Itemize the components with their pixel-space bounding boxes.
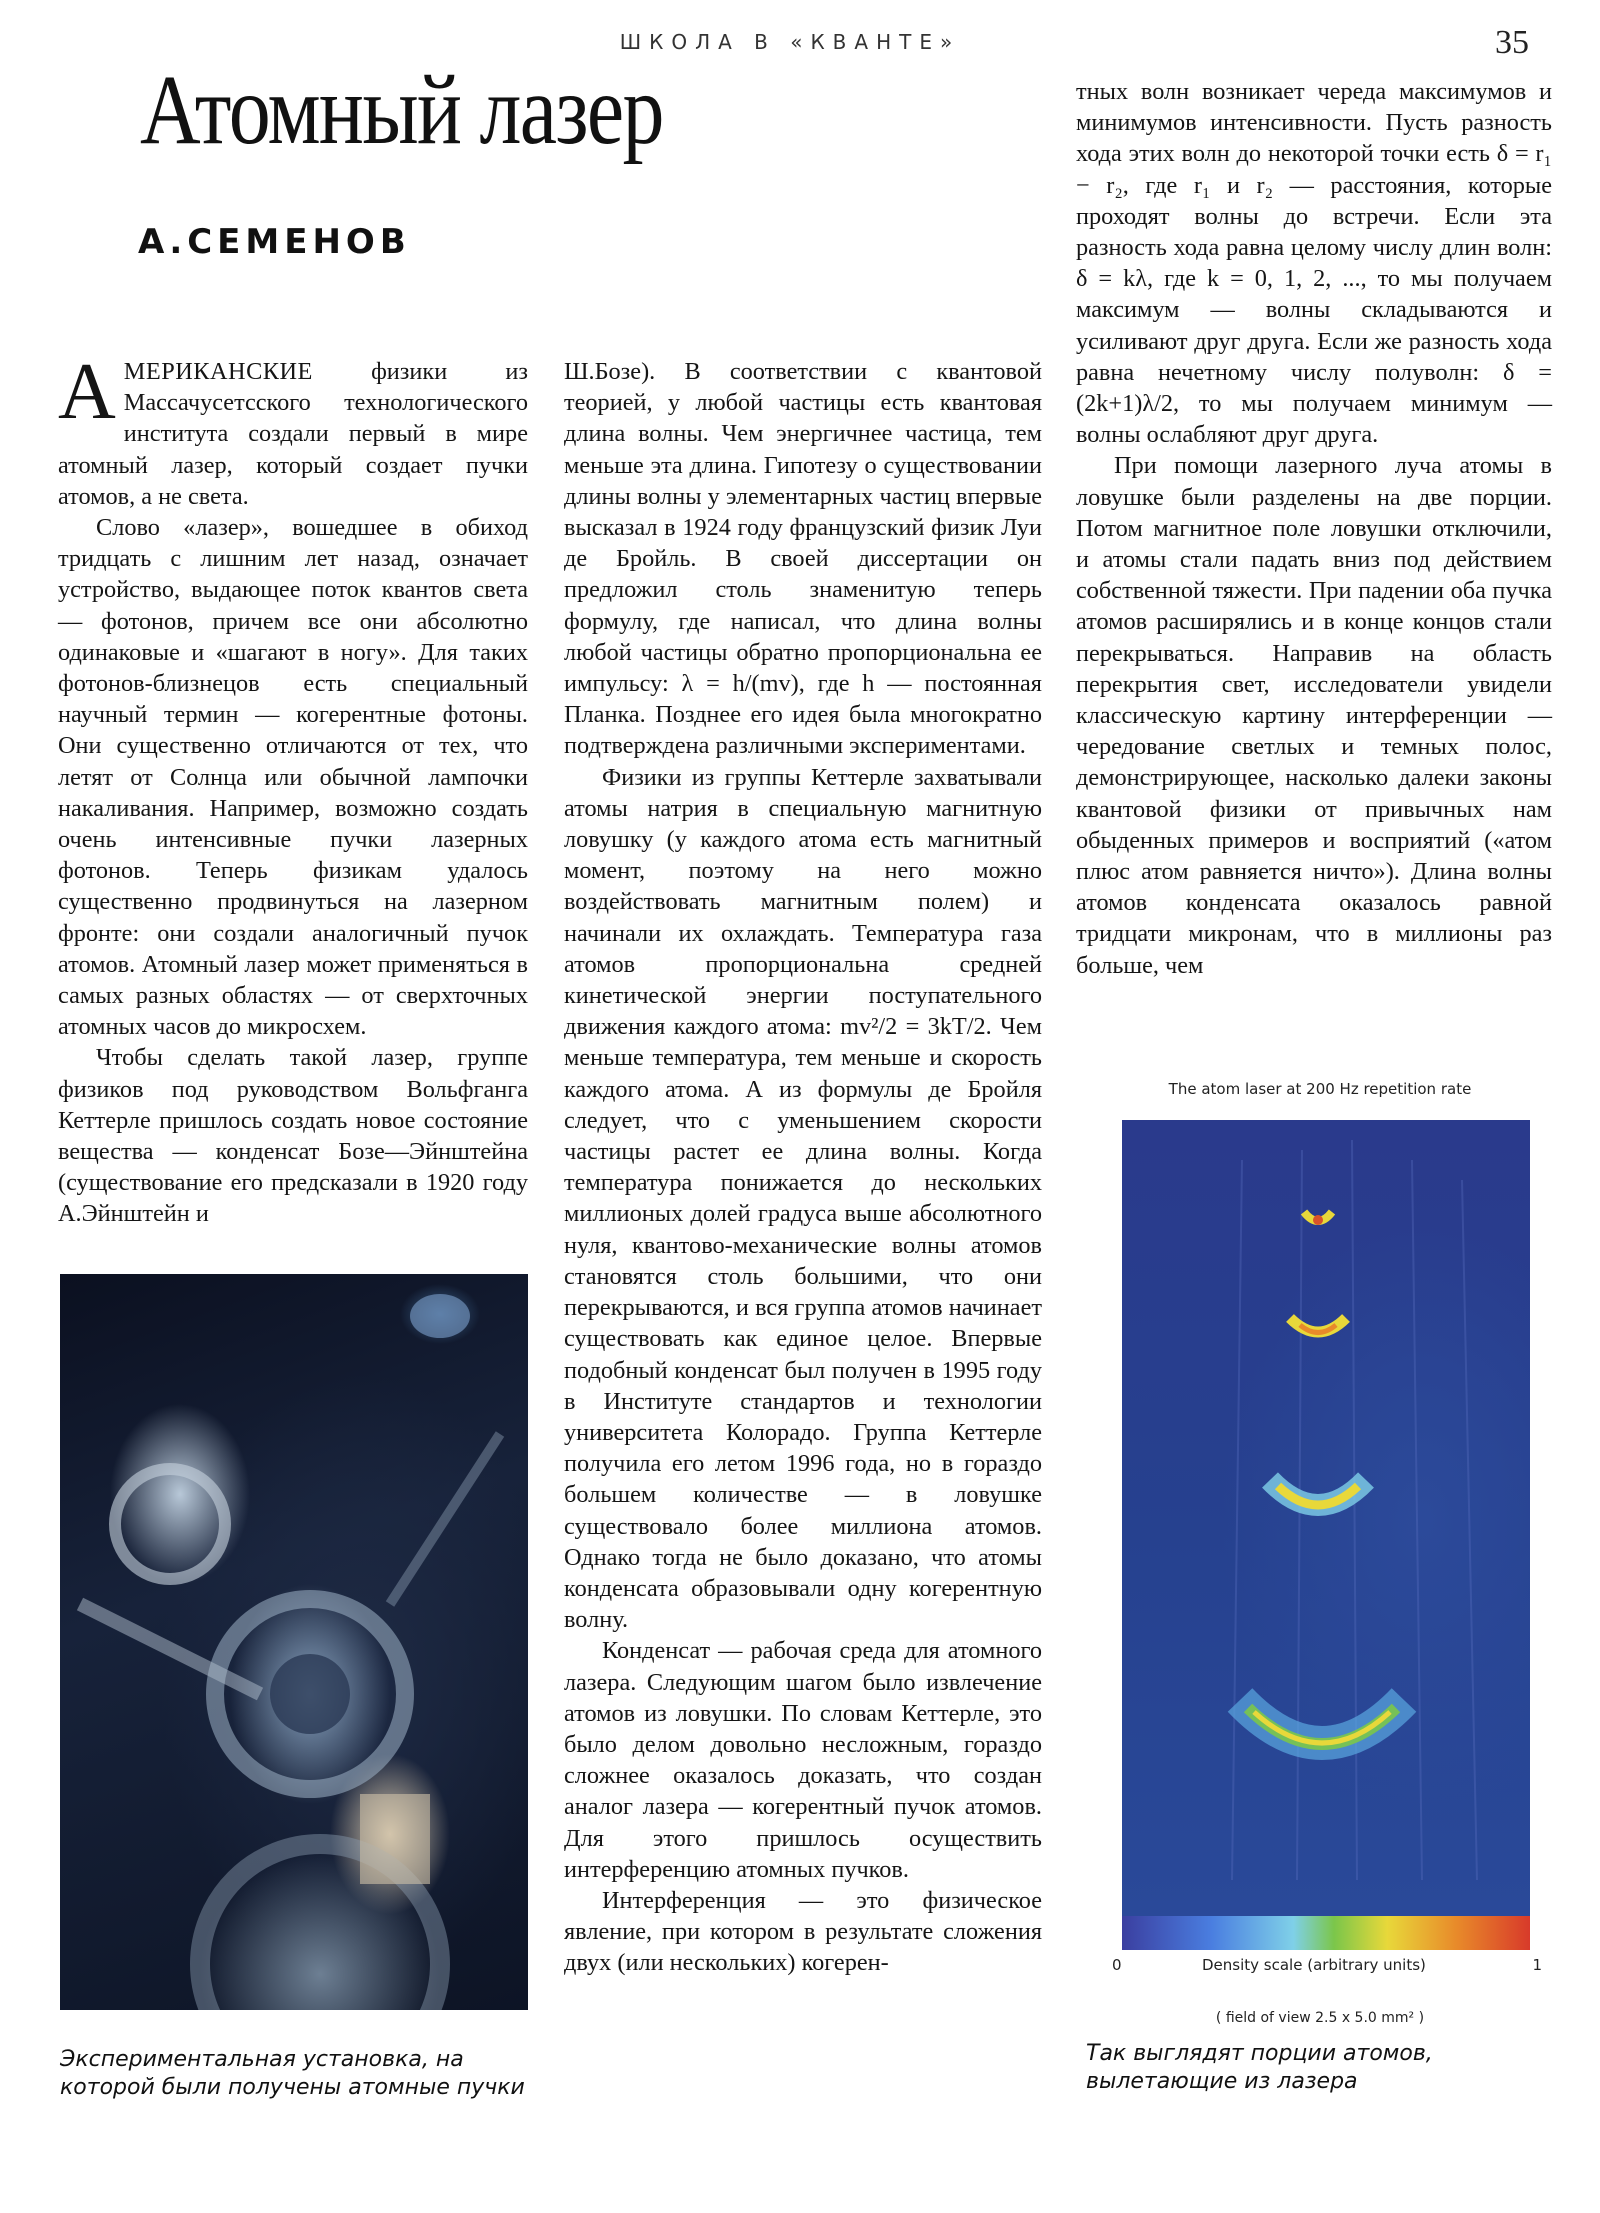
page-number: 35 (1495, 24, 1529, 61)
paragraph-3: Чтобы сделать такой лазер, группе физиков под руководством Вольфганга Кеттерле пришлось создать новое состояние вещества — конденсат Бозе—Эйнштейна (существование его предсказали в 1920 году А.Эйнштейн и (58, 1044, 528, 1228)
atom-pulse-1-core (1313, 1215, 1323, 1225)
photo-experimental-setup (60, 1274, 528, 2010)
density-scale-labels (1112, 1956, 1542, 1976)
atom-laser-image (1122, 1120, 1530, 1950)
atom-pulses-svg (1122, 1120, 1530, 1916)
field-of-view-note: ( field of view 2.5 x 5.0 mm² ) (1215, 2010, 1425, 2026)
middle-column (564, 356, 1042, 1979)
right-column (1076, 76, 1552, 981)
paragraph-2: Физики из группы Кеттерле захватывали атомы натрия в специальную магнитную ловушку (у каждого атома есть магнитный момент, поэтому на него можно воздействовать магнитным полем) и начинали их охлаждать. Температура газа атомов пропорциональна средней кинетической энергии поступательного движения каждого атома: mv²/2 = 3kT/2. Чем меньше температура, тем меньше и скорость каждого атома. А из формулы де Бройля следует, что с уменьшением скорости частицы растет ее длина волны. Когда температура понижается до нескольких миллионых долей градуса выше абсолютного нуля, квантово-механические волны атомов становятся столь большими, что они перекрываются, и вся группа атомов начинает существовать как единое целое. Впервые подобный конденсат был получен в 1995 году в Институте стандартов и технологии университета Колорадо. Группа Кеттерле получила его летом 1996 года, но в гораздо большем количестве — в ловушке существовало более миллиона атомов. Однако тогда не было доказано, что атомы конденсата образовывали одну когерентную волну. (564, 763, 1042, 1634)
reflection (410, 1294, 470, 1338)
scale-min-label: 0 (1112, 1956, 1122, 1974)
section-header: ШКОЛА В «КВАНТЕ» (619, 30, 961, 54)
scale-title: Density scale (arbitrary units) (1202, 1956, 1426, 1974)
paragraph-2: Слово «лазер», вошедшее в обиход тридцать с лишним лет назад, означает устройство, выдающее поток квантов света — фотонов, причем все они абсолютно одинаковые и «шагают в ногу». Для таких фотонов-близнецов есть специальный научный термин — когерентные фотоны. Они существенно отличаются от тех, что летят от Солнца или обычной лампочки накаливания. Например, возможно создать очень интенсивные пучки лазерных фотонов. Теперь физикам удалось существенно продвинуться на лазерном фронте: они создали аналогичный пучок атомов. Атомный лазер может применяться в самых разных областях — от сверхточных атомных часов до микросхем. (58, 514, 528, 1041)
figure-title: The atom laser at 200 Hz repetition rate (1168, 1080, 1472, 1098)
paragraph-4: Интерференция — это физическое явление, при котором в результате сложения двух (или нескольких) когерен- (564, 1886, 1042, 1977)
paragraph-2: При помощи лазерного луча атомы в ловушке были разделены на две порции. Потом магнитное поле ловушки отключили, и атомы стали падать вниз под действием собственной тяжести. При падении оба пучка атомов расширялись и в конце концов стали перекрываться. Направив на область перекрытия свет, исследователи увидели классическую картину интерференции — чередование светлых и темных полос, демонстрирующее, насколько далеки законы квантовой физики от привычных нам обыденных примеров и восприятий («атом плюс атом равняется ничто»). Длина волны атомов конденсата оказалось равной тридцати микронам, что в миллионы раз больше, чем (1076, 452, 1552, 979)
lead-caps: МЕРИКАНСКИЕ (123, 358, 313, 385)
optics-mount (360, 1794, 430, 1884)
flange-ring (115, 1469, 225, 1579)
caption-right: Так выглядят порции атомов, вылетающие из лазера (1086, 2041, 1433, 2094)
left-column (58, 348, 528, 1230)
article-title: Атомный лазер (140, 54, 663, 165)
falling-streaks (1232, 1140, 1477, 1880)
article-author: А.СЕМЕНОВ (138, 222, 411, 262)
paragraph-1: Ш.Бозе). В соответствии с квантовой теорией, у любой частицы есть квантовая длина волны. Чем энергичнее частица, тем меньше эта длина. Гипотезу о существовании длины волны у элементарных частиц впервые высказал в 1924 году французский физик Луи де Бройль. В своей диссертации он предложил столь знаменитую теперь формулу, где написал, что длина волны любой частицы обратно пропорциональна ее импульсу: λ = h/(mv), где h — постоянная Планка. Позднее его идея была многократно подтверждена различными экспериментами. (564, 358, 1042, 760)
caption-left: Экспериментальная установка, на которой были получены атомные пучки (60, 2047, 525, 2100)
viewport-window (270, 1654, 350, 1734)
paragraph-1 (58, 348, 528, 512)
beam-tube (390, 1434, 500, 1604)
drop-cap: А (58, 348, 116, 436)
setup-photo-svg (60, 1274, 528, 2010)
paragraph-1-text: физики из Массачусетсского технологического института создали первый в мире атомный лазер, который создает пучки атомов, а не света. (58, 358, 528, 510)
scale-max-label: 1 (1532, 1956, 1542, 1974)
paragraph-1: тных волн возникает череда максимумов и минимумов интенсивности. Пусть разность хода этих волн до некоторой точки есть δ = r₁ − r₂, где r₁ и r₂ — расстояния, которые проходят волны до встречи. Если эта разность хода равна целому числу длин волн: δ = kλ, где k = 0, 1, 2, ..., то мы получаем максимум — волны складываются и усиливают друг друга. Если же разность хода равна нечетному числу полуволн: δ = (2k+1)λ/2, то мы получаем минимум — волны ослабляют друг друга. (1076, 78, 1552, 449)
paragraph-3: Конденсат — рабочая среда для атомного лазера. Следующим шагом было извлечение атомов из ловушки. По словам Кеттерле, это было делом довольно несложным, гораздо сложнее оказалось доказать, что создан аналог лазера — когерентный пучок атомов. Для этого пришлось осуществить интерференцию атомных пучков. (564, 1637, 1042, 1883)
atom-pulse-2 (1290, 1318, 1346, 1332)
density-colorbar (1122, 1916, 1530, 1950)
